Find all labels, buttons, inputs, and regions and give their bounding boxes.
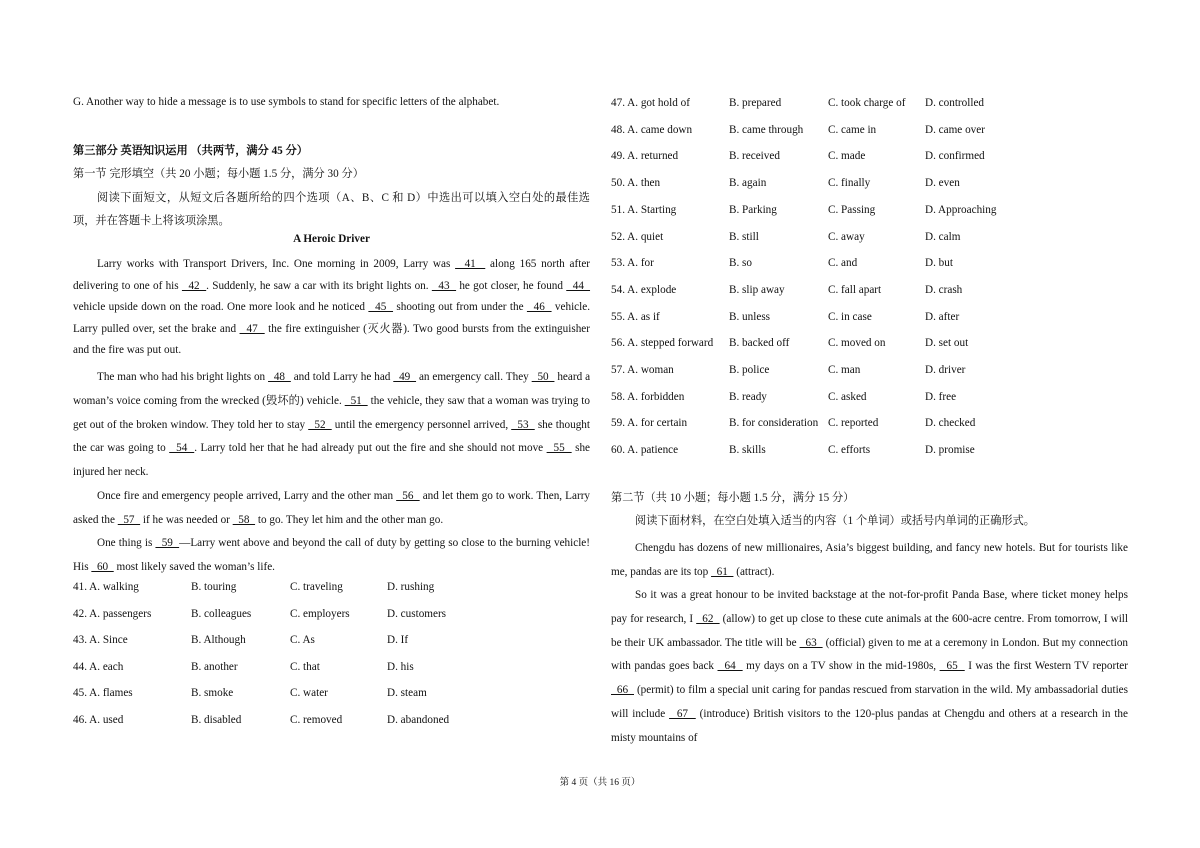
paragraph-text: One thing is xyxy=(97,537,156,549)
blank-54: 54 xyxy=(169,442,195,455)
option-C: C. in case xyxy=(828,310,872,323)
blank-65: 65 xyxy=(939,660,965,673)
section2-instructions: 阅读下面材料，在空白处填入适当的内容（1 个单词）或括号内单词的正确形式。 xyxy=(635,515,1035,527)
option-D: D. promise xyxy=(925,444,975,457)
blank-42: 42 xyxy=(181,279,207,292)
paragraph-text: she thought the car was going to xyxy=(73,418,590,455)
option-D: D. his xyxy=(387,660,414,673)
option-B: B. received xyxy=(729,150,780,163)
paragraph-text: (permit) to film a special unit caring for pandas rescued from starvation in the wild. My ambassadorial duties will include xyxy=(611,684,1128,720)
option-A: 55. A. as if xyxy=(611,310,660,323)
option-C: C. man xyxy=(828,364,861,376)
option-D: D. driver xyxy=(925,364,966,376)
blank-49: 49 xyxy=(393,371,417,383)
option-B: B. police xyxy=(729,364,770,376)
option-B: B. touring xyxy=(191,581,237,593)
option-B: B. still xyxy=(729,230,759,243)
paragraph-text: to go. They let him and the other man go. xyxy=(255,513,444,526)
blank-61: 61 xyxy=(711,565,734,578)
cloze-paragraph-3 xyxy=(73,485,590,533)
option-C: C. efforts xyxy=(828,444,871,457)
blank-41: 41 xyxy=(455,258,486,270)
option-B: B. smoke xyxy=(191,687,234,700)
option-B: B. prepared xyxy=(729,97,782,109)
option-D: D. even xyxy=(925,177,960,190)
blank-58: 58 xyxy=(232,513,256,526)
section2-title: 第二节（共 10 小题；每小题 1.5 分，满分 15 分） xyxy=(611,492,855,504)
option-A: 46. A. used xyxy=(73,714,124,726)
paragraph-text: an emergency call. They xyxy=(416,371,532,383)
option-A: 56. A. stepped forward xyxy=(611,337,714,350)
blank-55: 55 xyxy=(546,442,572,455)
blank-60: 60 xyxy=(91,560,114,573)
blank-56: 56 xyxy=(396,490,420,502)
paragraph-text: the fire extinguisher (灭火器). Two good bursts from the extinguisher and the fire was put out. xyxy=(73,322,590,356)
paragraph-text: along 165 north after delivering to one of his xyxy=(73,258,591,292)
option-B: B. came through xyxy=(729,123,804,136)
cloze-paragraph-4 xyxy=(73,532,590,580)
paragraph-text: Larry works with Transport Drivers, Inc. One morning in 2009, Larry was xyxy=(97,258,456,270)
option-B: B. again xyxy=(729,177,767,190)
blank-59: 59 xyxy=(155,537,180,549)
paragraph-text: (allow) to get up close to these cute animals at the 600-acre centre. From tomorrow, I will be their UK ambassador. The title will be xyxy=(611,612,1129,649)
blank-47: 47 xyxy=(239,322,265,335)
option-B: B. for consideration xyxy=(729,417,819,430)
option-A: 52. A. quiet xyxy=(611,230,664,243)
cloze-paragraph-1 xyxy=(73,254,590,362)
paragraph-text: and told Larry he had xyxy=(290,371,394,383)
option-A: 41. A. walking xyxy=(73,581,139,593)
blank-51: 51 xyxy=(344,394,368,407)
paragraph-text: vehicle. Larry pulled over, set the brake and xyxy=(73,301,591,335)
paragraph-text: shooting out from under the xyxy=(393,301,527,313)
blank-46: 46 xyxy=(526,301,552,313)
option-D: D. customers xyxy=(387,607,447,620)
option-C: C. finally xyxy=(828,177,871,190)
option-D: D. rushing xyxy=(387,581,435,593)
option-C: C. traveling xyxy=(290,581,343,593)
paragraph-text: (introduce) British visitors to the 120-plus pandas at Chengdu and others at a research in the misty mountains of xyxy=(611,707,1128,744)
option-B: B. another xyxy=(191,660,238,673)
part-title: 第三部分 英语知识运用 （共两节，满分 45 分） xyxy=(73,145,308,157)
blank-52: 52 xyxy=(308,418,332,431)
paragraph-text: The man who had his bright lights on xyxy=(97,371,269,383)
paragraph-text: and let them go to work. Then, Larry asked the xyxy=(73,490,591,526)
option-B: B. Parking xyxy=(729,203,777,216)
option-D: D. after xyxy=(925,310,960,323)
paragraph-text: she injured her neck. xyxy=(73,442,591,479)
paragraph-text: until the emergency personnel arrived, xyxy=(331,418,512,431)
option-D: D. checked xyxy=(925,417,976,430)
option-D: D. came over xyxy=(925,123,985,136)
option-A: 42. A. passengers xyxy=(73,607,152,620)
option-A: 48. A. came down xyxy=(611,123,693,136)
paragraph-text: Once fire and emergency people arrived, Larry and the other man xyxy=(97,490,397,502)
option-B: B. ready xyxy=(729,390,767,403)
page-footer: 第 4 页（共 16 页） xyxy=(559,778,641,788)
blank-48: 48 xyxy=(268,371,291,383)
blank-45: 45 xyxy=(368,301,394,313)
option-D: D. set out xyxy=(925,337,969,350)
blank-57: 57 xyxy=(117,513,141,526)
option-D: D. steam xyxy=(387,687,427,700)
option-D: D. controlled xyxy=(925,97,985,109)
blank-43: 43 xyxy=(431,279,457,292)
option-B: B. skills xyxy=(729,444,766,457)
option-A: 54. A. explode xyxy=(611,283,677,296)
option-g-text: G. Another way to hide a message is to use symbols to stand for specific letters of the alphabet. xyxy=(73,96,500,108)
option-A: 57. A. woman xyxy=(611,364,674,376)
option-D: D. confirmed xyxy=(925,150,985,163)
option-B: B. disabled xyxy=(191,714,242,726)
option-A: 60. A. patience xyxy=(611,444,679,457)
paragraph-text: I was the first Western TV reporter xyxy=(964,660,1128,673)
option-D: D. but xyxy=(925,257,953,270)
option-C: C. As xyxy=(290,634,315,647)
blank-53: 53 xyxy=(511,418,535,431)
blank-62: 62 xyxy=(696,612,720,625)
option-C: C. took charge of xyxy=(828,97,906,109)
paragraph-text: vehicle upside down on the road. One more look and he noticed xyxy=(73,301,369,313)
paragraph-text: Chengdu has dozens of new millionaires, Asia’s biggest building, and fancy new hotels. But for tourists like me, pandas are its top xyxy=(611,542,1128,578)
option-A: 53. A. for xyxy=(611,257,654,270)
option-C: C. asked xyxy=(828,390,867,403)
paragraph-text: heard a woman’s voice coming from the wrecked (毁坏的) vehicle. xyxy=(73,371,591,407)
option-A: 50. A. then xyxy=(611,177,661,190)
option-D: D. calm xyxy=(925,230,961,243)
option-B: B. Although xyxy=(191,634,246,647)
option-B: B. so xyxy=(729,257,753,270)
option-A: 49. A. returned xyxy=(611,150,679,163)
option-C: C. moved on xyxy=(828,337,886,350)
blank-44: 44 xyxy=(566,279,591,292)
paragraph-text: he got closer, he found xyxy=(456,279,567,292)
grammar-paragraph-2 xyxy=(611,584,1128,751)
option-A: 43. A. Since xyxy=(73,634,128,647)
paragraph-text: So it was a great honour to be invited backstage at the not-for-profit Panda Base, where ticket money helps pay for research, I xyxy=(611,589,1128,625)
option-C: C. made xyxy=(828,150,866,163)
option-C: C. came in xyxy=(828,123,877,136)
option-A: 44. A. each xyxy=(73,660,124,673)
option-C: C. water xyxy=(290,687,328,700)
paragraph-text: . Suddenly, he saw a car with its bright lights on. xyxy=(206,279,432,292)
option-C: C. away xyxy=(828,230,865,243)
option-B: B. slip away xyxy=(729,283,785,296)
blank-66: 66 xyxy=(611,684,634,697)
option-C: C. fall apart xyxy=(828,283,882,296)
option-C: C. that xyxy=(290,660,320,673)
grammar-paragraph-1 xyxy=(611,537,1128,585)
option-B: B. unless xyxy=(729,310,771,323)
option-D: D. crash xyxy=(925,283,963,296)
blank-63: 63 xyxy=(799,636,823,649)
option-D: D. abandoned xyxy=(387,714,450,726)
paragraph-text: my days on a TV show in the mid-1980s, xyxy=(742,660,940,673)
option-C: C. and xyxy=(828,257,858,270)
option-D: D. If xyxy=(387,634,409,647)
cloze-paragraph-2 xyxy=(73,366,590,485)
paragraph-text: (official) given to me at a ceremony in London. But my connection with pandas goes back xyxy=(611,636,1129,673)
passage-title: A Heroic Driver xyxy=(293,233,370,245)
option-A: 45. A. flames xyxy=(73,687,133,700)
option-B: B. backed off xyxy=(729,337,790,350)
option-A: 51. A. Starting xyxy=(611,203,677,216)
paragraph-text: . Larry told her that he had already put out the fire and she should not move xyxy=(194,442,547,455)
blank-67: 67 xyxy=(669,707,696,720)
blank-64: 64 xyxy=(717,660,743,673)
option-C: C. employers xyxy=(290,607,350,620)
option-C: C. removed xyxy=(290,714,343,726)
option-C: C. reported xyxy=(828,417,879,430)
paragraph-text: —Larry went above and beyond the call of duty by getting so close to the burning vehicle! His xyxy=(73,537,590,573)
section1-title: 第一节 完形填空（共 20 小题；每小题 1.5 分，满分 30 分） xyxy=(73,168,364,180)
paragraph-text: (attract). xyxy=(733,565,775,578)
option-A: 58. A. forbidden xyxy=(611,390,685,403)
option-A: 59. A. for certain xyxy=(611,417,688,430)
option-D: D. free xyxy=(925,390,957,403)
paragraph-text: the vehicle, they saw that a woman was trying to get out of the broken window. They told her to stay xyxy=(73,394,590,431)
paragraph-text: most likely saved the woman’s life. xyxy=(113,560,275,573)
option-D: D. Approaching xyxy=(925,203,997,216)
blank-50: 50 xyxy=(531,371,555,383)
section1-instructions: 阅读下面短文，从短文后各题所给的四个选项（A、B、C 和 D）中选出可以填入空白处的最佳选项，并在答题卡上将该项涂黑。 xyxy=(73,192,590,227)
paragraph-text: if he was needed or xyxy=(140,513,233,526)
option-A: 47. A. got hold of xyxy=(611,97,690,109)
option-B: B. colleagues xyxy=(191,607,252,620)
option-C: C. Passing xyxy=(828,203,876,216)
